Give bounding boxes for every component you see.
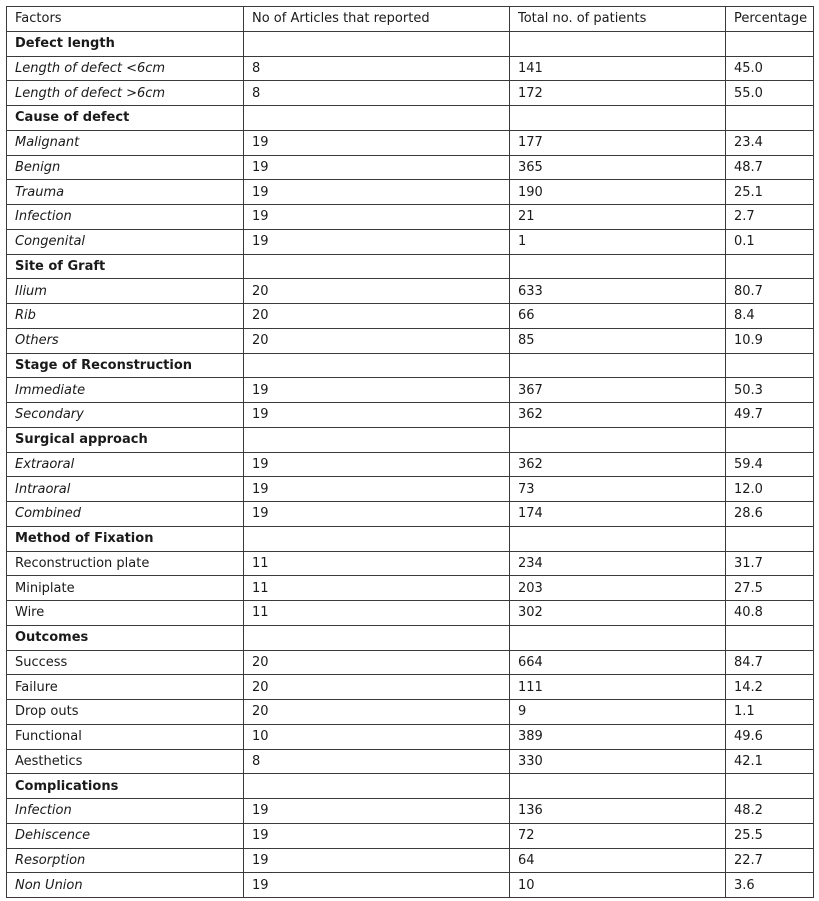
percentage-cell: 84.7 (726, 650, 814, 675)
articles-cell: 20 (244, 328, 510, 353)
percentage-cell: 8.4 (726, 304, 814, 329)
articles-cell: 19 (244, 502, 510, 527)
data-table (6, 6, 814, 898)
empty-cell (726, 31, 814, 56)
percentage-cell: 49.6 (726, 724, 814, 749)
percentage-cell: 28.6 (726, 502, 814, 527)
articles-cell: 11 (244, 551, 510, 576)
articles-cell: 19 (244, 799, 510, 824)
factor-cell: Infection (7, 205, 244, 230)
articles-cell: 20 (244, 700, 510, 725)
table-row (7, 576, 814, 601)
percentage-cell: 25.5 (726, 823, 814, 848)
table-row (7, 279, 814, 304)
percentage-cell: 23.4 (726, 130, 814, 155)
articles-cell: 8 (244, 56, 510, 81)
percentage-cell: 25.1 (726, 180, 814, 205)
factor-cell: Failure (7, 675, 244, 700)
articles-cell: 19 (244, 823, 510, 848)
articles-cell: 8 (244, 81, 510, 106)
factor-cell: Miniplate (7, 576, 244, 601)
table-row (7, 403, 814, 428)
header-percentage: Percentage (726, 7, 814, 32)
patients-cell: 141 (510, 56, 726, 81)
section-title: Stage of Reconstruction (7, 353, 244, 378)
percentage-cell: 1.1 (726, 700, 814, 725)
empty-cell (244, 254, 510, 279)
factor-cell: Success (7, 650, 244, 675)
section-row (7, 526, 814, 551)
percentage-cell: 27.5 (726, 576, 814, 601)
factor-cell: Infection (7, 799, 244, 824)
percentage-cell: 48.7 (726, 155, 814, 180)
percentage-cell: 14.2 (726, 675, 814, 700)
table-row (7, 749, 814, 774)
section-row (7, 31, 814, 56)
factor-cell: Reconstruction plate (7, 551, 244, 576)
percentage-cell: 80.7 (726, 279, 814, 304)
patients-cell: 72 (510, 823, 726, 848)
percentage-cell: 48.2 (726, 799, 814, 824)
table-row (7, 130, 814, 155)
patients-cell: 389 (510, 724, 726, 749)
table-row (7, 700, 814, 725)
empty-cell (244, 625, 510, 650)
articles-cell: 19 (244, 477, 510, 502)
articles-cell: 19 (244, 180, 510, 205)
table-row (7, 675, 814, 700)
empty-cell (510, 254, 726, 279)
section-title: Surgical approach (7, 427, 244, 452)
section-row (7, 254, 814, 279)
patients-cell: 330 (510, 749, 726, 774)
table-row (7, 502, 814, 527)
table-row (7, 724, 814, 749)
articles-cell: 11 (244, 601, 510, 626)
patients-cell: 1 (510, 229, 726, 254)
percentage-cell: 42.1 (726, 749, 814, 774)
factor-cell: Benign (7, 155, 244, 180)
empty-cell (510, 31, 726, 56)
patients-cell: 174 (510, 502, 726, 527)
table-row (7, 799, 814, 824)
articles-cell: 19 (244, 452, 510, 477)
articles-cell: 19 (244, 848, 510, 873)
table-row (7, 205, 814, 230)
table-row (7, 477, 814, 502)
factor-cell: Ilium (7, 279, 244, 304)
header-factors: Factors (7, 7, 244, 32)
articles-cell: 19 (244, 205, 510, 230)
factor-cell: Length of defect >6cm (7, 81, 244, 106)
factor-cell: Rib (7, 304, 244, 329)
table-row (7, 551, 814, 576)
percentage-cell: 10.9 (726, 328, 814, 353)
table-row (7, 873, 814, 898)
articles-cell: 8 (244, 749, 510, 774)
table-body (7, 31, 814, 897)
patients-cell: 66 (510, 304, 726, 329)
patients-cell: 367 (510, 378, 726, 403)
factor-cell: Wire (7, 601, 244, 626)
table-row (7, 180, 814, 205)
section-title: Complications (7, 774, 244, 799)
section-row (7, 427, 814, 452)
section-title: Outcomes (7, 625, 244, 650)
table-row (7, 650, 814, 675)
patients-cell: 111 (510, 675, 726, 700)
percentage-cell: 45.0 (726, 56, 814, 81)
patients-cell: 177 (510, 130, 726, 155)
factor-cell: Non Union (7, 873, 244, 898)
table-row (7, 452, 814, 477)
patients-cell: 234 (510, 551, 726, 576)
percentage-cell: 0.1 (726, 229, 814, 254)
patients-cell: 190 (510, 180, 726, 205)
articles-cell: 19 (244, 229, 510, 254)
patients-cell: 136 (510, 799, 726, 824)
patients-cell: 362 (510, 403, 726, 428)
empty-cell (726, 106, 814, 131)
factor-cell: Immediate (7, 378, 244, 403)
articles-cell: 20 (244, 650, 510, 675)
empty-cell (726, 526, 814, 551)
empty-cell (510, 625, 726, 650)
articles-cell: 11 (244, 576, 510, 601)
table-row (7, 229, 814, 254)
patients-cell: 664 (510, 650, 726, 675)
table-row (7, 601, 814, 626)
articles-cell: 19 (244, 403, 510, 428)
empty-cell (726, 427, 814, 452)
percentage-cell: 3.6 (726, 873, 814, 898)
table-row (7, 56, 814, 81)
empty-cell (244, 774, 510, 799)
patients-cell: 362 (510, 452, 726, 477)
patients-cell: 365 (510, 155, 726, 180)
empty-cell (244, 106, 510, 131)
empty-cell (510, 774, 726, 799)
section-title: Defect length (7, 31, 244, 56)
factor-cell: Extraoral (7, 452, 244, 477)
articles-cell: 20 (244, 304, 510, 329)
empty-cell (244, 31, 510, 56)
patients-cell: 302 (510, 601, 726, 626)
percentage-cell: 22.7 (726, 848, 814, 873)
articles-cell: 19 (244, 130, 510, 155)
header-patients: Total no. of patients (510, 7, 726, 32)
empty-cell (510, 353, 726, 378)
empty-cell (726, 254, 814, 279)
section-title: Method of Fixation (7, 526, 244, 551)
patients-cell: 85 (510, 328, 726, 353)
percentage-cell: 49.7 (726, 403, 814, 428)
patients-cell: 21 (510, 205, 726, 230)
factor-cell: Combined (7, 502, 244, 527)
empty-cell (510, 526, 726, 551)
patients-cell: 633 (510, 279, 726, 304)
percentage-cell: 59.4 (726, 452, 814, 477)
articles-cell: 19 (244, 155, 510, 180)
table-row (7, 81, 814, 106)
factor-cell: Malignant (7, 130, 244, 155)
table-row (7, 848, 814, 873)
section-row (7, 353, 814, 378)
patients-cell: 203 (510, 576, 726, 601)
factor-cell: Others (7, 328, 244, 353)
percentage-cell: 31.7 (726, 551, 814, 576)
percentage-cell: 50.3 (726, 378, 814, 403)
articles-cell: 19 (244, 378, 510, 403)
patients-cell: 9 (510, 700, 726, 725)
empty-cell (244, 353, 510, 378)
patients-cell: 172 (510, 81, 726, 106)
table-row (7, 304, 814, 329)
empty-cell (510, 427, 726, 452)
factor-cell: Intraoral (7, 477, 244, 502)
articles-cell: 20 (244, 279, 510, 304)
factor-cell: Dehiscence (7, 823, 244, 848)
factor-cell: Functional (7, 724, 244, 749)
articles-cell: 19 (244, 873, 510, 898)
factor-cell: Aesthetics (7, 749, 244, 774)
empty-cell (244, 427, 510, 452)
articles-cell: 10 (244, 724, 510, 749)
section-row (7, 774, 814, 799)
table-row (7, 378, 814, 403)
percentage-cell: 12.0 (726, 477, 814, 502)
articles-cell: 20 (244, 675, 510, 700)
empty-cell (510, 106, 726, 131)
empty-cell (726, 774, 814, 799)
section-row (7, 625, 814, 650)
patients-cell: 73 (510, 477, 726, 502)
patients-cell: 64 (510, 848, 726, 873)
header-row (7, 7, 814, 32)
table-row (7, 823, 814, 848)
section-title: Cause of defect (7, 106, 244, 131)
percentage-cell: 55.0 (726, 81, 814, 106)
factor-cell: Length of defect <6cm (7, 56, 244, 81)
section-title: Site of Graft (7, 254, 244, 279)
factor-cell: Drop outs (7, 700, 244, 725)
percentage-cell: 40.8 (726, 601, 814, 626)
patients-cell: 10 (510, 873, 726, 898)
empty-cell (726, 353, 814, 378)
factor-cell: Resorption (7, 848, 244, 873)
factor-cell: Secondary (7, 403, 244, 428)
factor-cell: Congenital (7, 229, 244, 254)
empty-cell (244, 526, 510, 551)
section-row (7, 106, 814, 131)
percentage-cell: 2.7 (726, 205, 814, 230)
factor-cell: Trauma (7, 180, 244, 205)
empty-cell (726, 625, 814, 650)
header-articles: No of Articles that reported (244, 7, 510, 32)
table-row (7, 328, 814, 353)
table-row (7, 155, 814, 180)
